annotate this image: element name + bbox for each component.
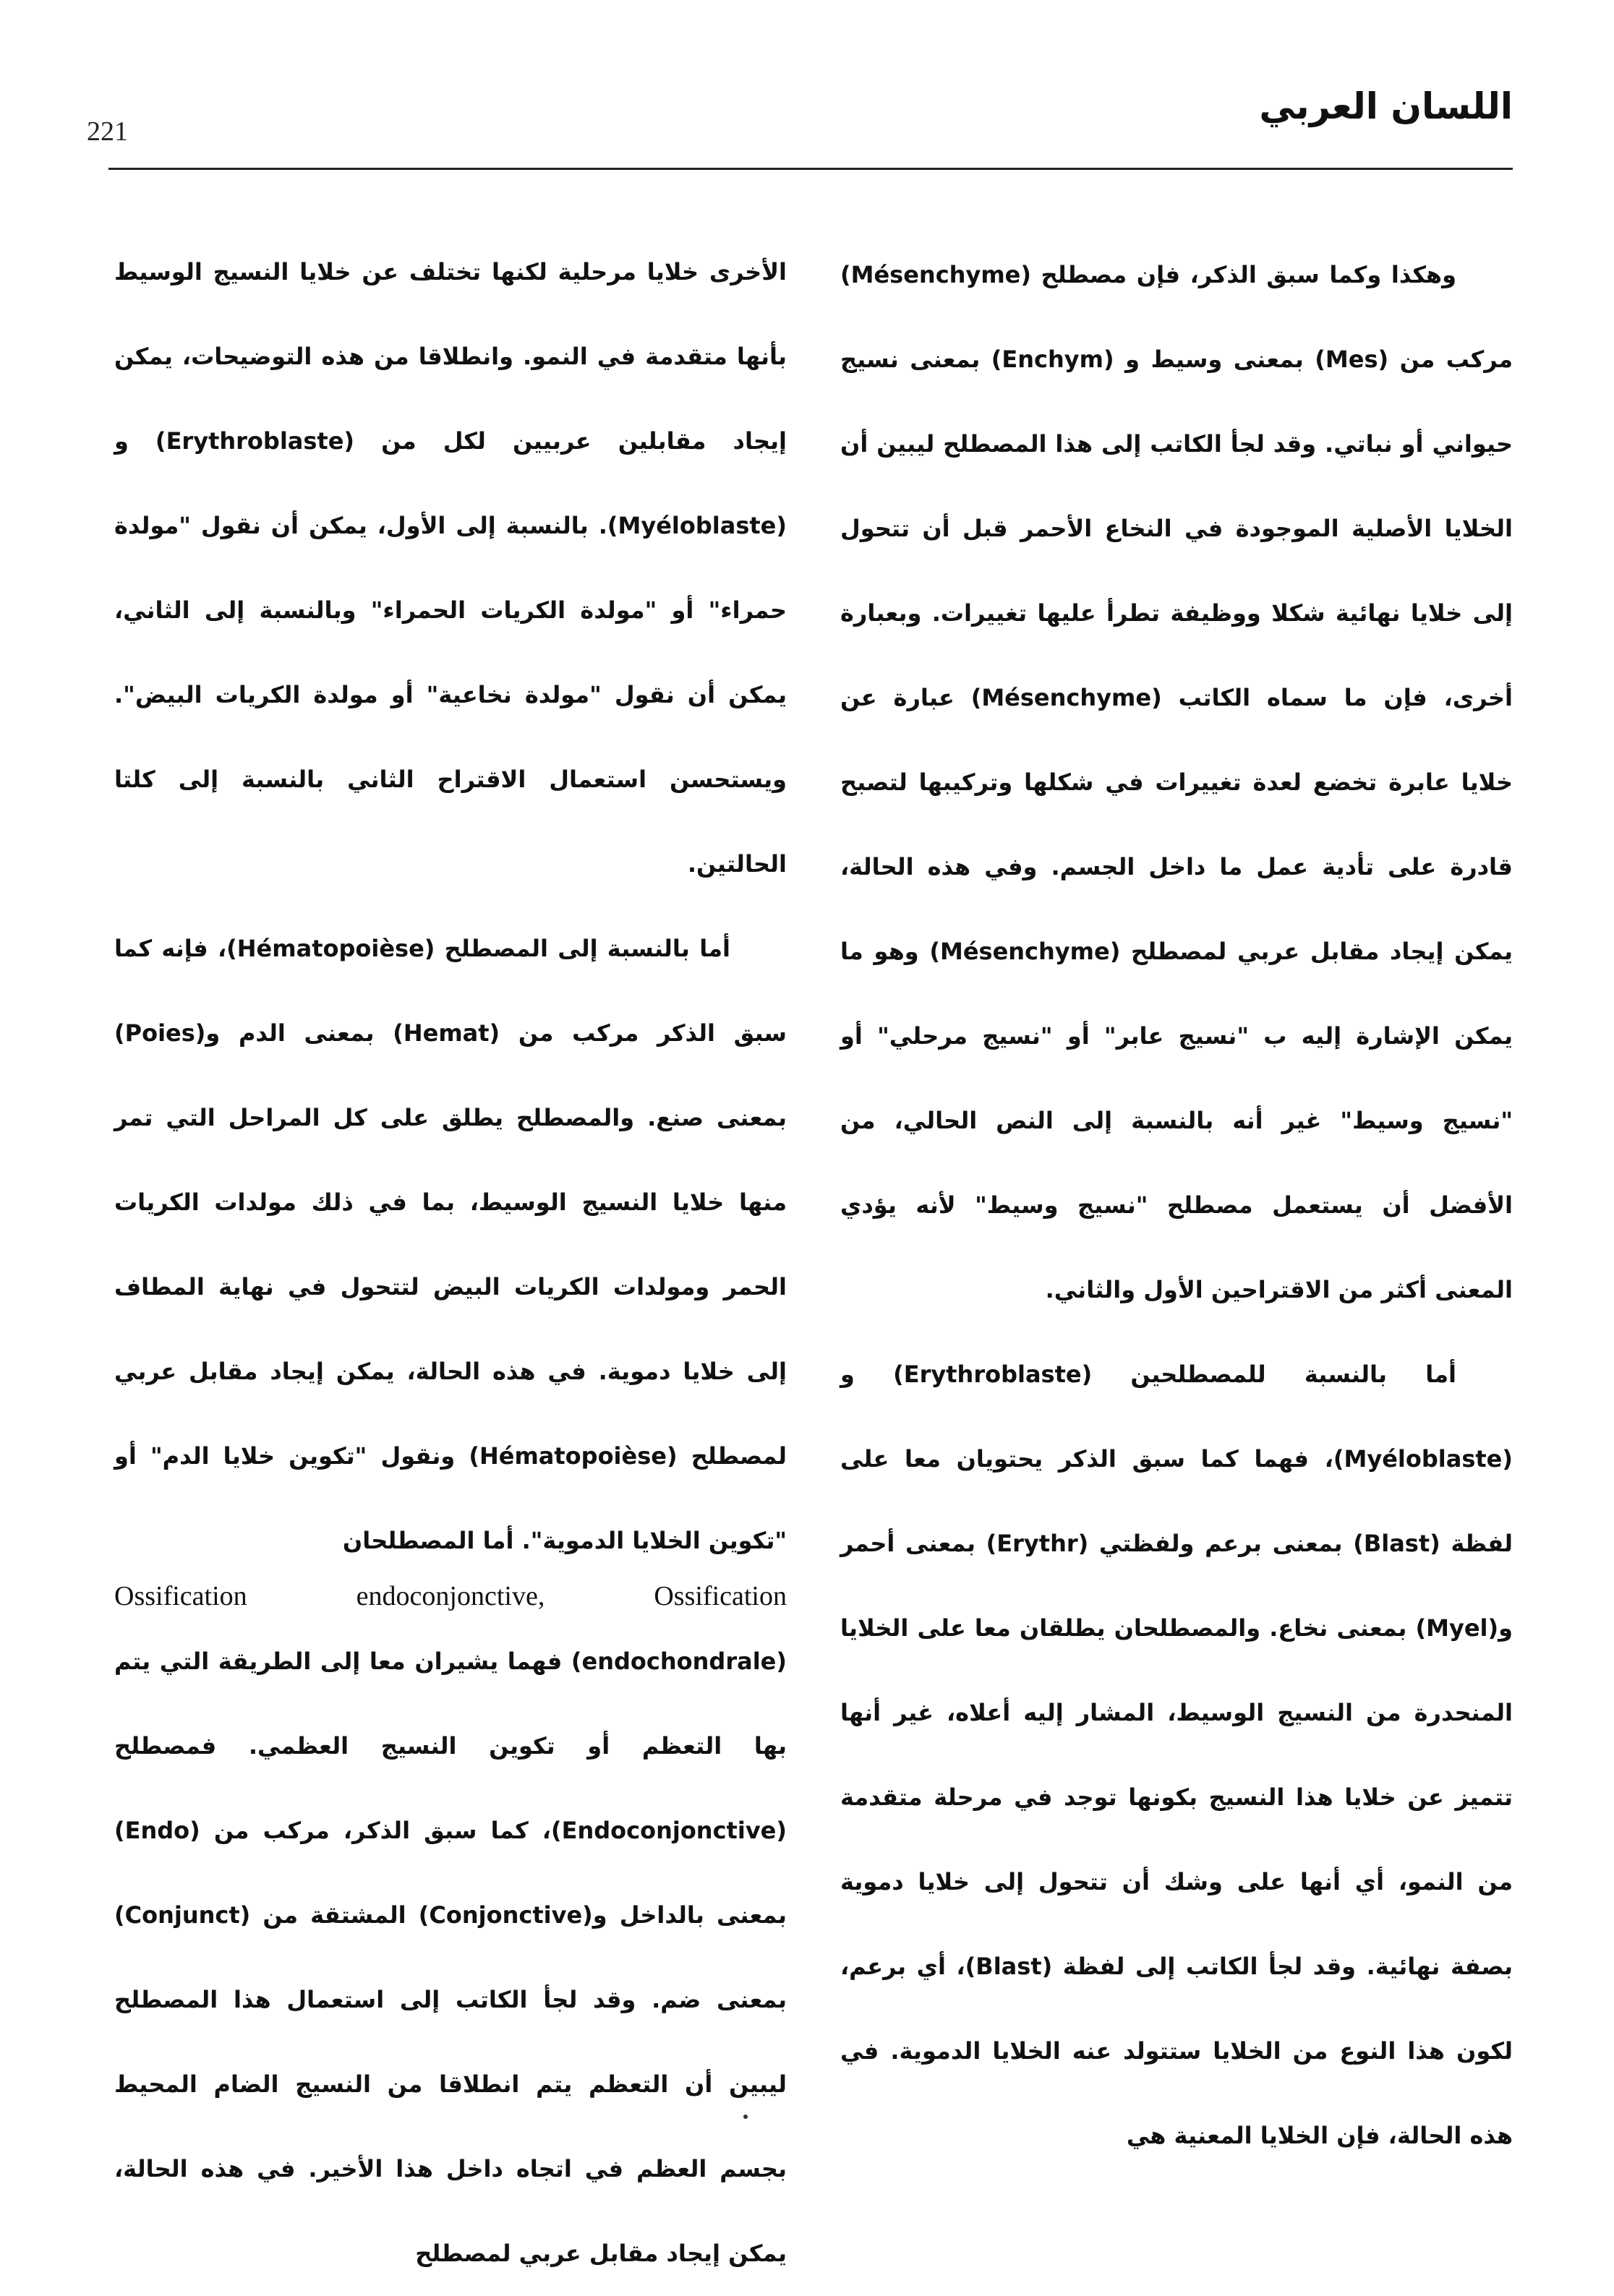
- latin-terms-line: Ossification endoconjonctive, Ossification: [114, 1581, 787, 1611]
- left-paragraph-2: أما بالنسبة إلى المصطلح (Hématopoièse)، فإنه كما سبق الذكر مركب من (Hemat) بمعنى الدم و(Poies) بمعنى صنع. والمصطلح يطلق على كل المراحل التي تمر منها خلايا النسيج الوسيط، بما في ذلك مولدات الكريات الحمر ومولدات الكريات البيض لتتحول في نهاية المطاف إلى خلايا دموية. في هذه الحالة، يمكن إيجاد مقابل عربي لمصطلح (Hématopoièse) ونقول "تكوين خلايا الدم" أو "تكوين الخلايا الدموية". أما المصطلحان: [114, 935, 787, 1554]
- header-rule: [108, 168, 1513, 170]
- scan-dot: [743, 2115, 748, 2119]
- left-paragraph-1: الأخرى خلايا مرحلية لكنها تختلف عن خلايا النسيج الوسيط بأنها متقدمة في النمو. وانطلاقا من هذه التوضيحات، يمكن إيجاد مقابلين عربيين لكل من (Erythroblaste) و (Myéloblaste). بالنسبة إلى الأول، يمكن أن نقول "مولدة حمراء" أو "مولدة الكريات الحمراء" وبالنسبة إلى الثاني، يمكن أن نقول "مولدة نخاعية" أو مولدة الكريات البيض". ويستحسن استعمال الاقتراح الثاني بالنسبة إلى كلتا الحالتين.: [114, 258, 787, 878]
- right-paragraph-1: وهكذا وكما سبق الذكر، فإن مصطلح (Mésenchyme) مركب من (Mes) بمعنى وسيط و (Enchym) بمعنى نسيج حيواني أو نباتي. وقد لجأ الكاتب إلى هذا المصطلح ليبين أن الخلايا الأصلية الموجودة في النخاع الأحمر قبل أن تتحول إلى خلايا نهائية شكلا ووظيفة تطرأ عليها تغييرات. وبعبارة أخرى، فإن ما سماه الكاتب (Mésenchyme) عبارة عن خلايا عابرة تخضع لعدة تغييرات في شكلها وتركيبها لتصبح قادرة على تأدية عمل ما داخل الجسم. وفي هذه الحالة، يمكن إيجاد مقابل عربي لمصطلح (Mésenchyme) وهو ما يمكن الإشارة إليه ب "نسيج عابر" أو "نسيج مرحلي" أو "نسيج وسيط" غير أنه بالنسبة إلى النص الحالي، من الأفضل أن يستعمل مصطلح "نسيج وسيط" لأنه يؤدي المعنى أكثر من الاقتراحين الأول والثاني.: [840, 261, 1513, 1303]
- journal-title: اللسان العربي: [1259, 85, 1513, 127]
- right-column: [840, 233, 1513, 2178]
- right-paragraph-2: أما بالنسبة للمصطلحين (Erythroblaste) و (Myéloblaste)، فهما كما سبق الذكر يحتويان معا على لفظة (Blast) بمعنى برعم ولفظتي (Erythr) بمعنى أحمر و(Myel) بمعنى نخاع. والمصطلحان يطلقان معا على الخلايا المنحدرة من النسيج الوسيط، المشار إليه أعلاه، غير أنها تتميز عن خلايا هذا النسيج بكونها توجد في مرحلة متقدمة من النمو، أي أنها على وشك أن تتحول إلى خلايا دموية بصفة نهائية. وقد لجأ الكاتب إلى لفظة (Blast)، أي برعم، لكون هذا النوع من الخلايا ستتولد عنه الخلايا الدموية. في هذه الحالة، فإن الخلايا المعنية هي: [840, 1361, 1513, 2149]
- page-number: 221: [87, 116, 128, 147]
- left-paragraph-3: (endochondrale) فهما يشيران معا إلى الطريقة التي يتم بها التعظم أو تكوين النسيج العظمي. فمصطلح (Endoconjonctive)، كما سبق الذكر، مركب من (Endo) بمعنى بالداخل و(Conjonctive) المشتقة من (Conjunct) بمعنى ضم. وقد لجأ الكاتب إلى استعمال هذا المصطلح ليبين أن التعظم يتم انطلاقا من النسيج الضام المحيط بجسم العظم في اتجاه داخل هذا الأخير. في هذه الحالة، يمكن إيجاد مقابل عربي لمصطلح: [114, 1648, 787, 2267]
- left-column: [114, 230, 787, 2296]
